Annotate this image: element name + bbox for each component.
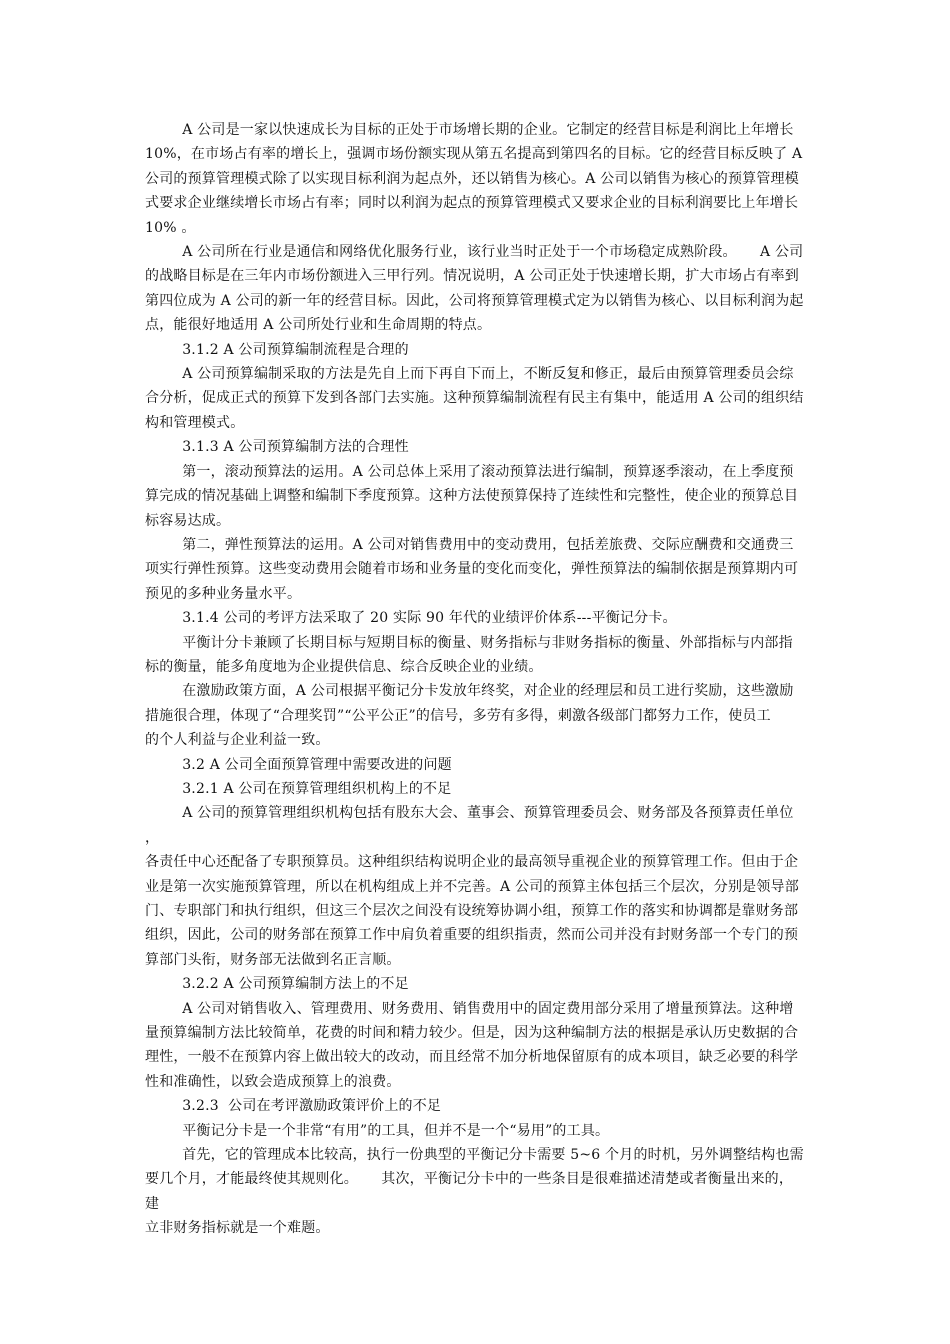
section-heading-3-2-1: 3.2.1 A 公司在预算管理组织机构上的不足 <box>145 780 452 797</box>
paragraph-industry-stage: A 公司所在行业是通信和网络优化服务行业，该行业当时正处于一个市场稳定成熟阶段。 A 公司 的战略目标是在三年内市场份额进入三甲行列。情况说明，A 公司正处于快速增长期，扩大市场占有率到 第四位成为 A 公司的新一年的经营目标。因此，公司将预算管理模式定为以销售为核心、以目标利润为起 点，能很好地适用 A 公司所处行业和生命周期的特点。 <box>145 244 804 334</box>
section-heading-3-2-2: 3.2.2 A 公司预算编制方法上的不足 <box>145 976 409 993</box>
paragraph-rolling-budget: 第一，滚动预算法的运用。A 公司总体上采用了滚动预算法进行编制，预算逐季滚动，在上季度预 算完成的情况基础上调整和编制下季度预算。这种方法使预算保持了连续性和完整性，使企业的预算总目 标容易达成。 <box>145 463 799 529</box>
paragraph-scorecard-usability: 平衡记分卡是一个非常“有用”的工具，但并不是一个“易用”的工具。 <box>145 1122 610 1139</box>
section-heading-3-2-3: 3.2.3 公司在考评激励政策评价上的不足 <box>145 1098 442 1115</box>
paragraph-growth-targets: A 公司是一家以快速成长为目标的正处于市场增长期的企业。它制定的经营目标是利润比上年增长 10%，在市场占有率的增长上，强调市场份额实现从第五名提高到第四名的目标。它的经营目标反映了 A 公司的预算管理模式除了以实现目标利润为起点外，还以销售为核心。A 公司以销售为核心的预算管理模 式要求企业继续增长市场占有率；同时以利润为起点的预算管理模式又要求企业的目标利润要比上年增长 10% 。 <box>145 122 803 236</box>
paragraph-organization-issues: A 公司的预算管理组织机构包括有股东大会、董事会、预算管理委员会、财务部及各预算责任单位 ， 各责任中心还配备了专职预算员。这种组织结构说明企业的最高领导重视企业的预算管理工作。但由于企 业是第一次实施预算管理，所以在机构组成上并不完善。A 公司的预算主体包括三个层次，分别是领导部 门、专职部门和执行组织，但这三个层次之间没有设统筹协调小组，预算工作的落实和协调都是靠财务部 组织，因此，公司的财务部在预算工作中肩负着重要的组织指责，然而公司并没有封财务部一个专门的预 算部门头衔，财务部无法做到名正言顺。 <box>145 805 799 968</box>
paragraph-scorecard-cost: 首先，它的管理成本比较高，执行一份典型的平衡记分卡需要 5~6 个月的时机，另外调整结构也需 要几个月，才能最终使其规则化。 其次，平衡记分卡中的一些条目是很难描述清楚或者衡量出来的，建 立非财务指标就是一个难题。 <box>145 1147 804 1237</box>
paragraph-budget-process: A 公司预算编制采取的方法是先自上而下再自下而上，不断反复和修正，最后由预算管理委员会综 合分析，促成正式的预算下发到各部门去实施。这种预算编制流程有民主有集中，能适用 A 公司的组织结 构和管理模式。 <box>145 366 804 431</box>
section-heading-3-1-4: 3.1.4 公司的考评方法采取了 20 实际 90 年代的业绩评价体系---平衡记分卡。 <box>145 610 677 627</box>
section-heading-3-1-3: 3.1.3 A 公司预算编制方法的合理性 <box>145 439 409 456</box>
section-heading-3-2: 3.2 A 公司全面预算管理中需要改进的问题 <box>145 756 452 773</box>
section-heading-3-1-2: 3.1.2 A 公司预算编制流程是合理的 <box>145 341 409 358</box>
document-page <box>0 118 950 1241</box>
paragraph-flexible-budget: 第二，弹性预算法的运用。A 公司对销售费用中的变动费用，包括差旅费、交际应酬费和交通费三 项实行弹性预算。这些变动费用会随着市场和业务量的变化而变化，弹性预算法的编制依据是预算期内可 预见的多种业务量水平。 <box>145 536 799 602</box>
paragraph-incremental-budget: A 公司对销售收入、管理费用、财务费用、销售费用中的固定费用部分采用了增量预算法。这种增 量预算编制方法比较简单，花费的时间和精力较少。但是，因为这种编制方法的根据是承认历史数据的合 理性，一般不在预算内容上做出较大的改动，而且经常不加分析地保留原有的成本项目，缺乏必要的科学 性和准确性，以致会造成预算上的浪费。 <box>145 1000 799 1090</box>
paragraph-balanced-scorecard: 平衡计分卡兼顾了长期目标与短期目标的衡量、财务指标与非财务指标的衡量、外部指标与内部指 标的衡量，能多角度地为企业提供信息、综合反映企业的业绩。 <box>145 634 793 675</box>
paragraph-incentive-policy: 在激励政策方面，A 公司根据平衡记分卡发放年终奖，对企业的经理层和员工进行奖励，这些激励 措施很合理，体现了“合理奖罚”“公平公正”的信号，多劳有多得，刺激各级部门都努力工作，使员工 的个人利益与企业利益一致。 <box>145 683 794 749</box>
